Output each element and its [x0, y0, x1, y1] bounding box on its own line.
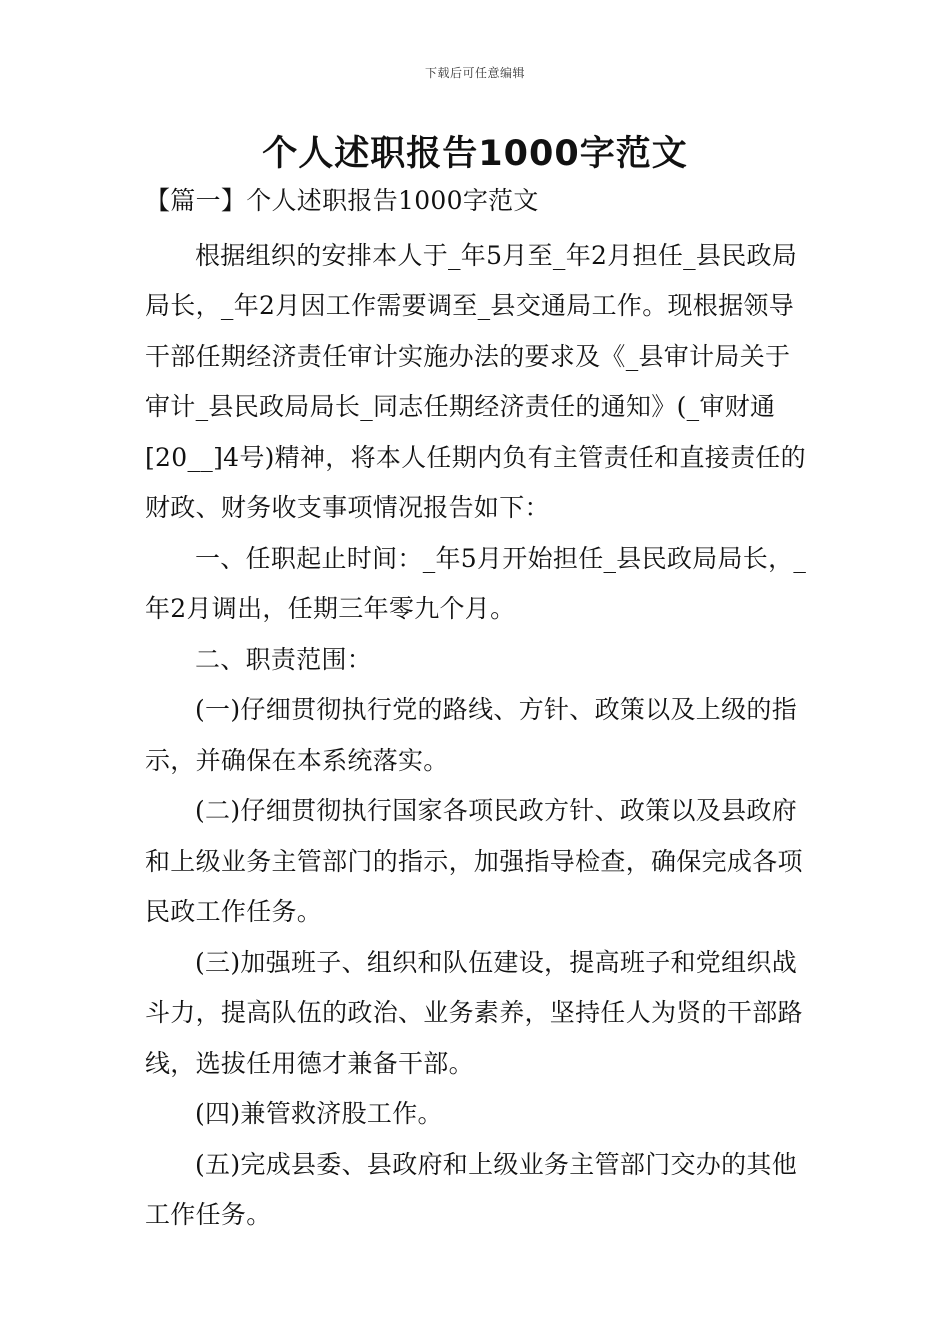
document-body — [145, 176, 810, 1241]
paragraph-duty-3: (三)加强班子、组织和队伍建设，提高班子和党组织战斗力，提高队伍的政治、业务素养，坚持任人为贤的干部路线，选拔任用德才兼备干部。 — [145, 947, 803, 1078]
paragraph-intro: 根据组织的安排本人于_年5月至_年2月担任_县民政局局长，_年2月因工作需要调至_县交通局工作。现根据领导干部任期经济责任审计实施办法的要求及《_县审计局关于审计_县民政局局长_同志任期经济责任的通知》(_审财通[20__]4号)精神，将本人任期内负有主管责任和直接责任的财政、财务收支事项情况报告如下： — [145, 240, 806, 522]
paragraph-duty-2: (二)仔细贯彻执行国家各项民政方针、政策以及县政府和上级业务主管部门的指示，加强指导检查，确保完成各项民政工作任务。 — [145, 796, 803, 926]
header-note: 下载后可任意编辑 — [424, 66, 525, 80]
paragraph-duty-1: (一)仔细贯彻执行党的路线、方针、政策以及上级的指示，并确保在本系统落实。 — [145, 695, 798, 775]
paragraph-duties-heading: 二、职责范围： — [195, 644, 373, 674]
paragraph-term: 一、任职起止时间：_年5月开始担任_县民政局局长，_年2月调出，任期三年零九个月。 — [145, 543, 807, 623]
paragraph-duty-4: (四)兼管救济股工作。 — [195, 1099, 443, 1128]
paragraph-duty-5: (五)完成县委、县政府和上级业务主管部门交办的其他工作任务。 — [145, 1149, 798, 1229]
section-heading: 【篇一】个人述职报告1000字范文 — [145, 186, 539, 215]
document-title: 个人述职报告1000字范文 — [262, 134, 688, 174]
